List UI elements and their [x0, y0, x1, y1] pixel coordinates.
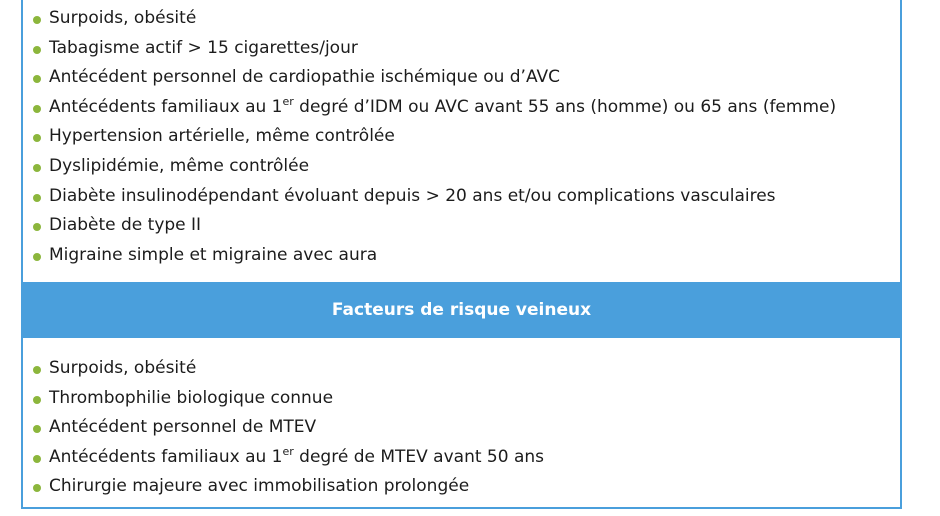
- superscript-ordinal: er: [282, 94, 294, 108]
- list-item: [33, 93, 836, 123]
- list-item-text: Tabagisme actif > 15 cigarettes/jour: [49, 37, 358, 58]
- superscript-ordinal: er: [282, 444, 294, 458]
- bullet-icon: [33, 396, 41, 404]
- bullet-icon: [33, 253, 41, 261]
- venous-risk-list: [33, 354, 544, 502]
- bullet-icon: [33, 134, 41, 142]
- list-item: [33, 241, 836, 271]
- bullet-icon: [33, 105, 41, 113]
- bullet-icon: [33, 484, 41, 492]
- list-item: [33, 413, 544, 443]
- bullet-icon: [33, 75, 41, 83]
- bullet-icon: [33, 194, 41, 202]
- list-item: [33, 182, 836, 212]
- bullet-icon: [33, 46, 41, 54]
- list-item-text: Hypertension artérielle, même contrôlée: [49, 126, 395, 147]
- list-item: [33, 152, 836, 182]
- list-item-text: Diabète de type II: [49, 215, 202, 236]
- bullet-icon: [33, 366, 41, 374]
- bullet-icon: [33, 425, 41, 433]
- list-item-text: Antécédent personnel de MTEV: [49, 417, 317, 438]
- list-item-text: Diabète insulinodépendant évoluant depuis > 20 ans et/ou complications vasculaires: [49, 185, 776, 206]
- list-item-text: Migraine simple et migraine avec aura: [49, 244, 378, 265]
- bullet-icon: [33, 164, 41, 172]
- list-item: [33, 384, 544, 414]
- bullet-icon: [33, 223, 41, 231]
- venous-risk-header: Facteurs de risque veineux: [21, 282, 902, 338]
- list-item: [33, 34, 836, 64]
- list-item: [33, 354, 544, 384]
- list-item-text: Surpoids, obésité: [49, 358, 197, 378]
- list-item-text: Dyslipidémie, même contrôlée: [49, 155, 310, 176]
- list-item: [33, 122, 836, 152]
- bullet-icon: [33, 455, 41, 463]
- list-item-text: Antécédent personnel de cardiopathie ischémique ou d’AVC: [49, 67, 561, 88]
- list-item-text-pre: Antécédents familiaux au 1: [49, 96, 283, 117]
- bullet-icon: [33, 16, 41, 24]
- list-item: [33, 211, 836, 241]
- list-item: [33, 472, 544, 502]
- arterial-risk-list: [33, 4, 836, 270]
- list-item-text-post: degré d’IDM ou AVC avant 55 ans (homme) ou 65 ans (femme): [293, 96, 837, 117]
- list-item: [33, 63, 836, 93]
- list-item-text-pre: Antécédents familiaux au 1: [49, 446, 283, 467]
- list-item-text: Chirurgie majeure avec immobilisation prolongée: [49, 476, 470, 497]
- list-item: [33, 4, 836, 34]
- list-item-text-post: degré de MTEV avant 50 ans: [293, 446, 545, 467]
- list-item-text: Surpoids, obésité: [49, 8, 197, 28]
- list-item: [33, 443, 544, 473]
- list-item-text: Thrombophilie biologique connue: [49, 387, 334, 408]
